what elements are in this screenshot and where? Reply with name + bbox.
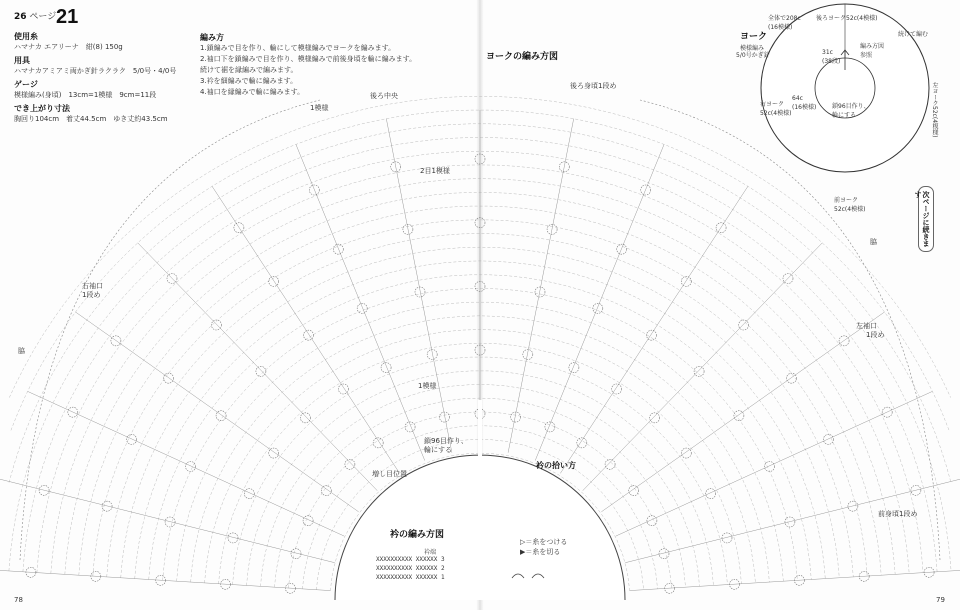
method-heading: 編み方: [200, 33, 224, 42]
fan-motif: [381, 363, 391, 373]
cut-icon: ▶: [520, 548, 526, 556]
label-side-left: 脇: [18, 347, 25, 355]
collar-row-2: XXXXXXXXXX XXXXXX 2: [376, 565, 445, 572]
label-one-motif: 1模様: [310, 104, 329, 112]
tools-text: ハマナカアミアミ両かぎ針ラクラク 5/0号・4/0号: [14, 67, 177, 75]
schematic-top-total: 全体で208c (16模様): [768, 15, 801, 31]
fan-motif: [186, 462, 196, 472]
label-back-yoke-row: 後ろ身頃1段め: [570, 82, 617, 90]
fan-motif: [785, 517, 795, 527]
fan-motif: [694, 366, 704, 376]
fan-motif: [228, 533, 238, 543]
collar-row-3: XXXXXXXXXX XXXXXX 3: [376, 556, 445, 563]
label-front-row: 前身頃1段め: [878, 510, 918, 518]
method-step-1: 1.鎖編みで目を作り、輪にして模様編みでヨークを編みます。: [200, 44, 396, 52]
collar-chart-title: 衿の編み方図: [390, 530, 445, 540]
continued-note: 次ページに続きます: [918, 186, 934, 252]
page-reference: 26 ページ: [14, 12, 57, 22]
label-chain-ring: 鎖96目作り、: [424, 437, 468, 445]
yoke-chart-title: ヨークの編み方図: [486, 52, 559, 62]
method-step-3: 3.衿を細編みで輪に編みます。: [200, 77, 298, 85]
fan-motif: [427, 350, 437, 360]
pattern-number: 21: [56, 6, 79, 28]
page-number-left: 78: [14, 596, 23, 604]
motif-line: [508, 119, 574, 453]
motif-line: [0, 569, 330, 590]
fan-motif: [629, 486, 639, 496]
fan-motif: [722, 533, 732, 543]
motif-line: [601, 312, 884, 512]
label-side-right: 脇: [870, 238, 877, 246]
collar-edge-label: 衿端: [424, 549, 437, 556]
label-back-center: 後ろ中央: [370, 92, 398, 100]
size-heading: でき上がり寸法: [14, 104, 70, 113]
schematic-chain96: 鎖96目作り、 輪にする: [832, 103, 870, 119]
label-right-cuff-row: 1段め: [82, 291, 101, 299]
fan-motif: [647, 516, 657, 526]
fan-motif: [706, 489, 716, 499]
fan-motif: [605, 459, 615, 469]
fan-motif: [650, 413, 660, 423]
motif-line: [630, 569, 960, 590]
label-two-to-one: 2目1模様: [420, 167, 450, 175]
label-left-cuff: 左袖口: [856, 322, 877, 330]
method-step-4: 4.袖口を縁編みで輪に編みます。: [200, 88, 305, 96]
yarn-heading: 使用糸: [14, 32, 38, 41]
guide-right: [640, 100, 940, 560]
schematic-title: ヨーク: [740, 32, 768, 42]
fan-motif: [739, 320, 749, 330]
gauge-heading: ゲージ: [14, 80, 38, 89]
fan-motif: [765, 462, 775, 472]
fan-motif: [405, 422, 415, 432]
schematic-continue: 続けて編む: [898, 31, 929, 38]
fan-motif: [333, 244, 343, 254]
fan-motif: [535, 287, 545, 297]
fan-motif: [593, 303, 603, 313]
guide-left: [20, 100, 320, 560]
gauge-text: 模様編み(身頃) 13cm=1模様 9cm=11段: [14, 91, 157, 99]
method-step-2: 2.袖口下を鎖編みで目を作り、模様編みで前後身頃を輪に編みます。: [200, 55, 417, 63]
legend-cut-yarn: ▶＝糸を切る: [520, 548, 561, 556]
collar-pickup-title: 衿の拾い方: [536, 461, 576, 470]
page-number-right: 79: [936, 596, 945, 604]
fan-motif: [523, 350, 533, 360]
label-right-cuff: 右袖口: [82, 282, 103, 290]
fan-motif: [647, 330, 657, 340]
schematic-sub1: 模様編み: [740, 45, 765, 52]
fan-motif: [304, 330, 314, 340]
schematic-left-sleeve: 左ヨーク52c(4模様): [931, 82, 938, 138]
tools-heading: 用具: [14, 56, 30, 65]
label-left-cuff-row: 1段め: [866, 331, 885, 339]
fan-motif: [321, 486, 331, 496]
fan-motif: [303, 516, 313, 526]
fan-motif: [545, 422, 555, 432]
size-text: 胸回り104cm 着丈44.5cm ゆき丈約43.5cm: [14, 115, 168, 123]
label-increase-position: 増し目位置: [372, 470, 407, 478]
fan-motif: [256, 366, 266, 376]
fan-motif: [345, 459, 355, 469]
label-chain-ring-2: 輪にする: [424, 446, 452, 454]
fan-motif: [211, 320, 221, 330]
fan-motif: [357, 303, 367, 313]
fan-motif: [338, 384, 348, 394]
fan-motif: [569, 363, 579, 373]
fan-motif: [244, 489, 254, 499]
method-step-2b: 続けて裾を縁編みで編みます。: [200, 66, 298, 74]
fan-motif: [612, 384, 622, 394]
legend-attach-yarn: ▷＝糸をつける: [520, 538, 568, 546]
schematic-yoke-ref: 編み方図 参照: [860, 43, 885, 59]
fan-motif: [848, 501, 858, 511]
motif-line: [28, 391, 345, 536]
collar-row-1: XXXXXXXXXX XXXXXX 1: [376, 574, 445, 581]
attach-icon: ▷: [520, 538, 526, 546]
fan-motif: [415, 287, 425, 297]
fan-motif: [102, 501, 112, 511]
schematic-sub2: 5/0号かぎ針: [736, 52, 770, 59]
schematic-right-sleeve: 右ヨーク 52c(4模様): [760, 101, 792, 117]
motif-line: [75, 312, 358, 512]
fan-motif: [165, 517, 175, 527]
yarn-text: ハマナカ エアリーナ 紺(8) 150g: [14, 43, 123, 51]
label-one-motif-b: 1模様: [418, 382, 437, 390]
schematic-c64: 64c (16模様): [792, 95, 817, 111]
schematic-front-yoke: 前ヨーク 52c(4模様): [834, 197, 866, 213]
schematic-back-yoke: 後ろヨーク52c(4模様): [816, 15, 878, 22]
schematic-c31: 31c (38段): [822, 49, 841, 65]
fan-motif: [617, 244, 627, 254]
fan-motif: [300, 413, 310, 423]
fan-motif: [164, 373, 174, 383]
